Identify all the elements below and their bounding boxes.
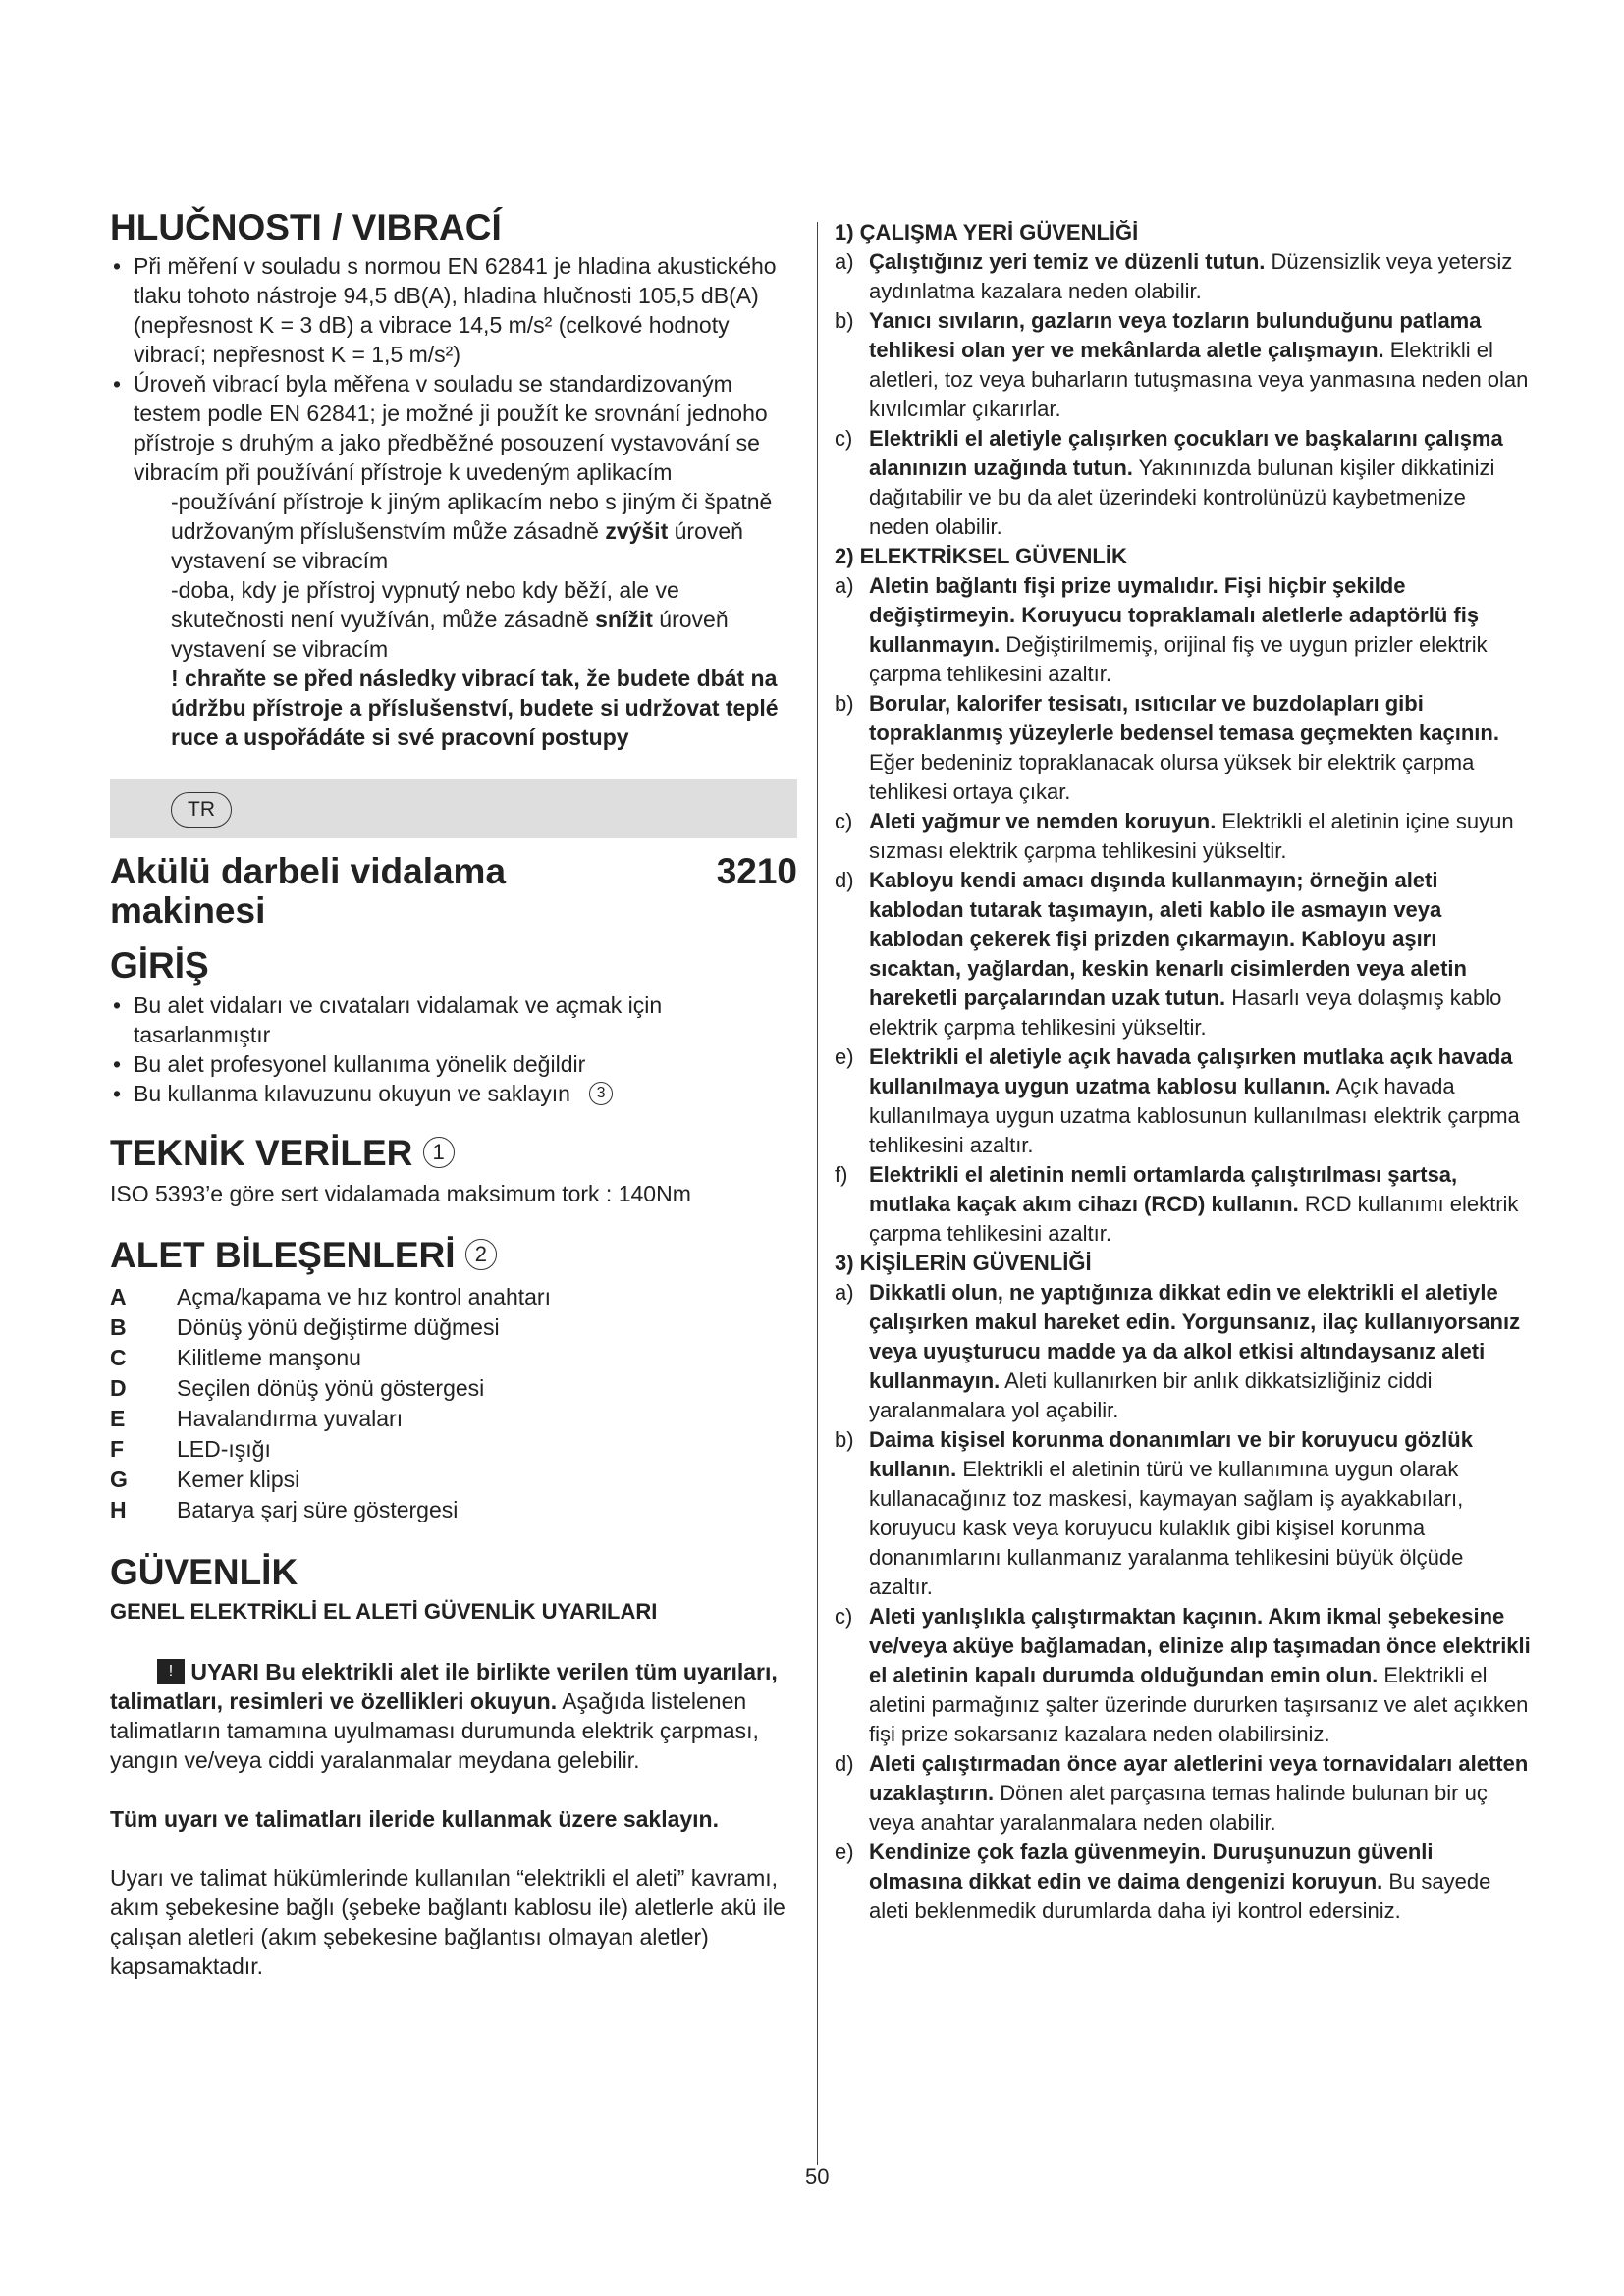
item-text: Düzensizlik veya yetersiz aydınlatma kazalara neden olabilir. (869, 249, 1513, 303)
item-label: d) (835, 868, 854, 892)
list-item (835, 1278, 1532, 1425)
noise-sub-1-emph: zvýšit (605, 518, 669, 545)
item-label: f) (835, 1162, 848, 1187)
noise-sub-2-text: -doba, kdy je přístroj vypnutý nebo kdy běží, ale ve skutečnosti není využíván, může zásadně (171, 577, 679, 633)
component-letter: E (110, 1405, 126, 1431)
item-bold: Aletin bağlantı fişi prize uymalıdır. Fişi hiçbir şekilde değiştirmeyin. Koruyucu topraklamalı aletlerle adaptörlü fiş kullanmayın. (869, 573, 1480, 657)
noise-bullets (110, 251, 797, 487)
item-text: Açık havada kullanılmaya uygun uzatma kablosunun kullanılması elektrik çarpma tehlikesini azaltır. (869, 1074, 1520, 1157)
component-letter: D (110, 1374, 127, 1401)
component-letter: B (110, 1313, 127, 1340)
item-text: RCD kullanımı elektrik çarpma tehlikesini azaltır. (869, 1192, 1519, 1246)
list-item (835, 424, 1532, 542)
right-column (835, 218, 1532, 1926)
item-bold: Aleti yanlışlıkla çalıştırmaktan kaçının. Akım ikmal şebekesine ve/veya aküye bağlamadan, elinize alıp taşımadan önce elektrikli el aletinin kapalı durumda olduğundan emin olun. (869, 1604, 1531, 1687)
noise-bullet: • Úroveň vibrací byla měřena v souladu se standardizovaným testem podle EN 62841; je možné ji použít ke srovnání jednoho přístroje s druhým a jako předběžné posouzení vystavování se vibracím při používání přístroje k uvedeným aplikacím (110, 369, 797, 487)
item-label: e) (835, 1840, 854, 1864)
list-item (835, 571, 1532, 689)
item-label: b) (835, 1427, 854, 1452)
item-text: Aleti kullanırken bir anlık dikkatsizliğiniz ciddi yaralanmalara yol açabilir. (869, 1368, 1433, 1422)
component-row (110, 1312, 797, 1343)
component-row (110, 1282, 797, 1312)
item-bold: Kabloyu kendi amacı dışında kullanmayın; örneğin aleti kablodan tutarak taşımayın, aleti kablo ile asmayın veya kablodan çekerek fişi prizden çıkarmayın. Kabloyu aşırı sıcaktan, yağlardan, keskin kenarlı cisimlerden veya aletin hareketli parçalarından uzak tutun. (869, 868, 1467, 1010)
item-label: a) (835, 1280, 854, 1305)
language-bar (110, 779, 797, 838)
noise-title: HLUČNOSTI / VIBRACÍ (110, 207, 502, 247)
item-bold: Kendinize çok fazla güvenmeyin. Duruşunuzun güvenli olmasına dikkat edin ve daima dengenizi koruyun. (869, 1840, 1434, 1894)
list-item (835, 1425, 1532, 1602)
list-item (835, 1749, 1532, 1838)
item-label: a) (835, 573, 854, 598)
page-number: 50 (805, 2164, 830, 2189)
item-text: Elektrikli el aletini parmağınız şalter üzerinde dururken taşırsanız ve alet açıkken fişi prize sokarsanız kazalara neden olabilirsiniz. (869, 1663, 1529, 1746)
left-column (110, 206, 797, 1981)
item-bold: Aleti yağmur ve nemden koruyun. (869, 809, 1217, 833)
list-item (835, 866, 1532, 1042)
item-text: Değiştirilmemiş, orijinal fiş ve uygun prizler elektrik çarpma tehlikesini azaltır. (869, 632, 1488, 686)
safety-subtitle: GENEL ELEKTRİKLİ EL ALETİ GÜVENLİK UYARILARI (110, 1598, 658, 1624)
item-bold: Yanıcı sıvıların, gazların veya tozların bulunduğunu patlama tehlikesi olan yer ve mekânlarda aletle çalışmayın. (869, 308, 1482, 362)
intro-bullet: • Bu alet vidaları ve cıvataları vidalamak ve açmak için tasarlanmıştır (110, 990, 797, 1049)
keep-instructions: Tüm uyarı ve talimatları ileride kullanmak üzere saklayın. (110, 1805, 720, 1832)
intro-title: GİRİŞ (110, 945, 209, 987)
safety-title: GÜVENLİK (110, 1551, 298, 1592)
item-text: Elektrikli el aletinin türü ve kullanımına uygun olarak kullanacağınız toz maskesi, kaymayan sağlam iş ayakkabıları, koruyucu kask veya koruyucu kulaklık gibi kişisel korunma donanımlarını kullanmanız yaralanma tehlikesini büyük ölçüde azaltır. (869, 1457, 1464, 1599)
item-bold: Dikkatli olun, ne yaptığınıza dikkat edin ve elektrikli el aletiyle çalışırken makul hareket edin. Yorgunsanız, ilaç kullanıyorsanız veya uyuşturucu madde ya da alkol etkisi altındaysanız aleti kullanmayın. (869, 1280, 1521, 1393)
figure-ref-3: 3 (589, 1082, 613, 1105)
intro-bullets (110, 990, 797, 1108)
item-bold: Elektrikli el aletinin nemli ortamlarda çalıştırılması şartsa, mutlaka kaçak akım cihazı (RCD) kullanın. (869, 1162, 1458, 1216)
list-item (835, 689, 1532, 807)
intro-bullet: • Bu alet profesyonel kullanıma yönelik değildir (110, 1049, 797, 1079)
item-text: Elektrikli el aletinin içine suyun sızması elektrik çarpma tehlikesini yükseltir. (869, 809, 1514, 863)
component-text: Batarya şarj süre göstergesi (177, 1496, 459, 1522)
scope-text: Uyarı ve talimat hükümlerinde kullanılan “elektrikli el aleti” kavramı, akım şebekesine bağlı (şebeke bağlantı kablosu ile) aletlerle akü ile çalışan aletleri (akım şebekesine bağlantısı olmayan aletler) kapsamaktadır. (110, 1864, 785, 1979)
list-item (835, 1602, 1532, 1749)
item-label: c) (835, 1604, 853, 1629)
figure-ref-2: 2 (465, 1239, 497, 1270)
item-label: c) (835, 426, 853, 451)
noise-sub-1-text: -používání přístroje k jiným aplikacím nebo s jiným či špatně udržovaným příslušenstvím může zásadně (171, 489, 773, 545)
item-label: a) (835, 249, 854, 274)
section-heading-work-area: 1) ÇALIŞMA YERİ GÜVENLİĞİ (835, 220, 1139, 244)
noise-sub-2-emph: snížit (595, 607, 653, 633)
item-text: Eğer bedeniniz topraklanacak olursa yüksek bir elektrik çarpma tehlikesi ortaya çıkar. (869, 750, 1475, 804)
component-text: Açma/kapama ve hız kontrol anahtarı (177, 1283, 551, 1309)
item-bold: Elektrikli el aletiyle çalışırken çocukları ve başkalarını çalışma alanınızın uzağında tutun. (869, 426, 1503, 480)
language-badge: TR (171, 792, 232, 828)
tech-title-text: TEKNİK VERİLER (110, 1132, 413, 1173)
component-row (110, 1465, 797, 1495)
intro-bullet (110, 1079, 797, 1108)
safety-warning (110, 1657, 797, 1775)
section-heading-electrical: 2) ELEKTRİKSEL GÜVENLİK (835, 544, 1127, 568)
figure-ref-1: 1 (423, 1137, 455, 1168)
intro-bullet-text: Bu kullanma kılavuzunu okuyun ve saklayın (134, 1080, 570, 1106)
component-row (110, 1343, 797, 1373)
item-label: b) (835, 308, 854, 333)
tech-text: ISO 5393’e göre sert vidalamada maksimum tork : 140Nm (110, 1181, 691, 1207)
item-label: c) (835, 809, 853, 833)
warning-triangle-icon: ! (157, 1659, 185, 1684)
component-text: Dönüş yönü değiştirme düğmesi (177, 1313, 500, 1340)
noise-sub-1-tail: úroveň vystavení se vibracím (171, 518, 743, 574)
safety-warning-bold: UYARI Bu elektrikli alet ile birlikte verilen tüm uyarıları, talimatları, resimleri ve özellikleri okuyun. (110, 1658, 778, 1714)
component-text: Havalandırma yuvaları (177, 1405, 404, 1431)
components-title (110, 1234, 797, 1277)
product-name: Akülü darbeli vidalama makinesi (110, 851, 507, 932)
item-text: Hasarlı veya dolaşmış kablo elektrik çarpma tehlikesini yükseltir. (869, 986, 1502, 1040)
component-letter: G (110, 1466, 128, 1492)
section-heading-personal: 3) KİŞİLERİN GÜVENLİĞİ (835, 1251, 1092, 1275)
component-letter: A (110, 1283, 127, 1309)
component-text: LED-ışığı (177, 1435, 271, 1462)
product-number: 3210 (716, 851, 797, 892)
list-item (835, 247, 1532, 306)
safety-warning-text: Aşağıda listelenen talimatların tamamına uyulmaması durumunda elektrik çarpması, yangın ve/veya ciddi yaralanmalar meydana gelebilir. (110, 1687, 759, 1773)
component-letter: H (110, 1496, 127, 1522)
list-item (835, 807, 1532, 866)
product-header (110, 852, 797, 931)
tech-title (110, 1132, 797, 1175)
column-divider (817, 222, 818, 2165)
item-label: b) (835, 691, 854, 716)
item-text: Yakınınızda bulunan kişiler dikkatinizi dağıtabilir ve bu da alet üzerindeki kontrolünüzü kaybetmenize neden olabilir. (869, 455, 1495, 539)
item-label: e) (835, 1044, 854, 1069)
component-row (110, 1404, 797, 1434)
item-label: d) (835, 1751, 854, 1776)
item-bold: Borular, kalorifer tesisatı, ısıtıcılar ve buzdolapları gibi topraklanmış yüzeylerle bedensel temasa geçmekten kaçının. (869, 691, 1499, 745)
components-list (110, 1282, 797, 1525)
noise-bullet: • Při měření v souladu s normou EN 62841 je hladina akustického tlaku tohoto nástroje 94,5 dB(A), hladina hlučnosti 105,5 dB(A) (nepřesnost K = 3 dB) a vibrace 14,5 m/s² (celkové hodnoty vibrací; nepřesnost K = 1,5 m/s²) (110, 251, 797, 369)
item-text: Dönen alet parçasına temas halinde bulunan bir uç veya anahtar yaralanmalara neden olabilir. (869, 1781, 1488, 1835)
item-bold: Elektrikli el aletiyle açık havada çalışırken mutlaka açık havada kullanılmaya uygun uzatma kablosu kullanın. (869, 1044, 1513, 1098)
item-text: Elektrikli el aletleri, toz veya buharların tutuşmasına veya yanmasına neden olan kıvılcımlar çıkarırlar. (869, 338, 1529, 421)
item-bold: Aleti çalıştırmadan önce ayar aletlerini veya tornavidaları aletten uzaklaştırın. (869, 1751, 1529, 1805)
component-row (110, 1373, 797, 1404)
component-letter: C (110, 1344, 127, 1370)
component-letter: F (110, 1435, 125, 1462)
component-row (110, 1434, 797, 1465)
component-row (110, 1495, 797, 1525)
component-text: Kilitleme manşonu (177, 1344, 361, 1370)
list-item (835, 306, 1532, 424)
list-item (835, 1042, 1532, 1160)
noise-sub-1 (110, 487, 797, 575)
item-bold: Çalıştığınız yeri temiz ve düzenli tutun. (869, 249, 1266, 274)
component-text: Seçilen dönüş yönü göstergesi (177, 1374, 485, 1401)
components-title-text: ALET BİLEŞENLERİ (110, 1235, 456, 1276)
component-text: Kemer klipsi (177, 1466, 300, 1492)
item-bold: Daima kişisel korunma donanımları ve bir koruyucu gözlük kullanın. (869, 1427, 1473, 1481)
list-item (835, 1160, 1532, 1249)
vibration-warning: ! chraňte se před následky vibrací tak, že budete dbát na údržbu přístroje a příslušenství, budete si udržovat teplé ruce a uspořádáte si své pracovní postupy (171, 666, 779, 751)
noise-sub-2 (110, 575, 797, 664)
list-item (835, 1838, 1532, 1926)
item-text: Bu sayede aleti beklenmedik durumlarda daha iyi kontrol edersiniz. (869, 1869, 1491, 1923)
noise-sub-2-tail: úroveň vystavení se vibracím (171, 607, 729, 663)
